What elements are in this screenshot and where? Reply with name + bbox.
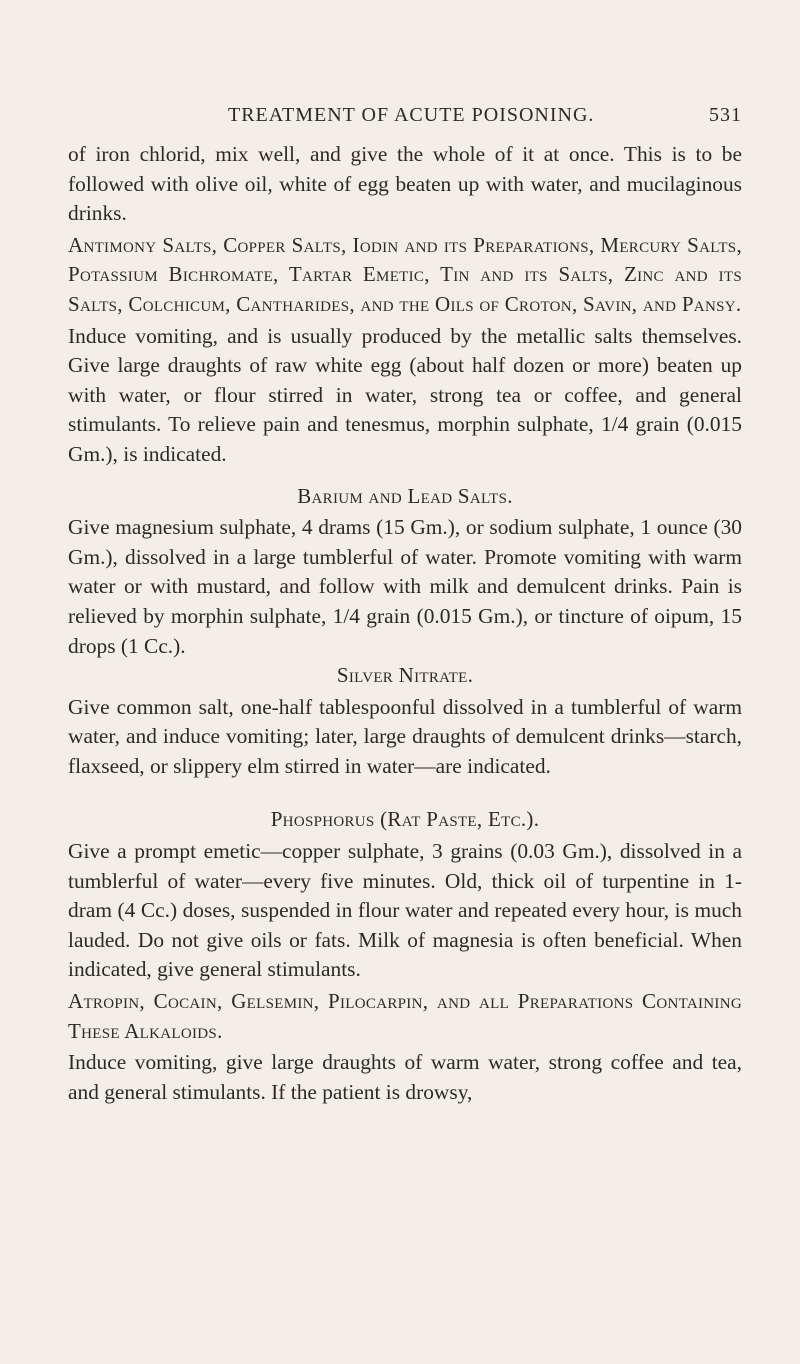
- paragraph-iron-chlorid: of iron chlorid, mix well, and give the whole of it at once. This is to be followed with olive oil, white of egg beaten up with water, and mucilaginous drinks.: [68, 142, 742, 226]
- paragraph-warm-water: Induce vomiting, give large draughts of warm water, strong coffee and tea, and general stimulants. If the patient is drowsy,: [68, 1050, 742, 1104]
- paragraph-common-salt: Give common salt, one-half tablespoonful dissolved in a tumblerful of warm water, and induce vomiting; later, large draughts of demulcent drinks—starch, flaxseed, or slippery elm stirred in water—are indicated.: [68, 694, 742, 778]
- page-number: 531: [709, 104, 742, 126]
- paragraph-induce-vomiting: Induce vomiting, and is usually produced by the metallic salts themselves. Give large draughts of raw white egg (about half dozen or more) beaten up with water, or flour stirred in water, strong tea or coffee, and general stimulants. To relieve pain and tenesmus, morphin sulphate, 1/4 grain (0.015 Gm.), is indicated.: [68, 323, 742, 466]
- heading-phosphorus: Phosphorus (Rat Paste, Etc.).: [270, 807, 540, 832]
- heading-antimony-salts: Antimony Salts, Copper Salts, Iodin and its Preparations, Mercury Salts, Potassium Bichromate, Tartar Emetic, Tin and its Salts, Zinc and its Salts, Colchicum, Cantharides, and the Oils of Croton, Savin, and Pansy.: [68, 232, 742, 316]
- paragraph-magnesium-sulphate: Give magnesium sulphate, 4 drams (15 Gm.), or sodium sulphate, 1 ounce (30 Gm.), dissolved in a large tumblerful of water. Promote vomiting with warm water or with mustard, and follow with milk and demulcent drinks. Pain is relieved by morphin sulphate, 1/4 grain (0.015 Gm.), or tincture of oipum, 15 drops (1 Cc.).: [68, 515, 742, 658]
- running-title: TREATMENT OF ACUTE POISONING.: [228, 104, 595, 126]
- heading-barium-lead: Barium and Lead Salts.: [297, 483, 513, 508]
- heading-silver-nitrate: Silver Nitrate.: [336, 663, 474, 688]
- heading-atropin: Atropin, Cocain, Gelsemin, Pilocarpin, and all Preparations Containing These Alkaloids.: [68, 989, 742, 1043]
- body-text: [68, 140, 742, 1107]
- paragraph-prompt-emetic: Give a prompt emetic—copper sulphate, 3 grains (0.03 Gm.), dissolved in a tumblerful of water—every five minutes. Old, thick oil of turpentine in 1-dram (4 Cc.) doses, suspended in flour water and repeated every hour, is much lauded. Do not give oils or fats. Milk of magnesia is often beneficial. When indicated, give general stimulants.: [68, 839, 742, 982]
